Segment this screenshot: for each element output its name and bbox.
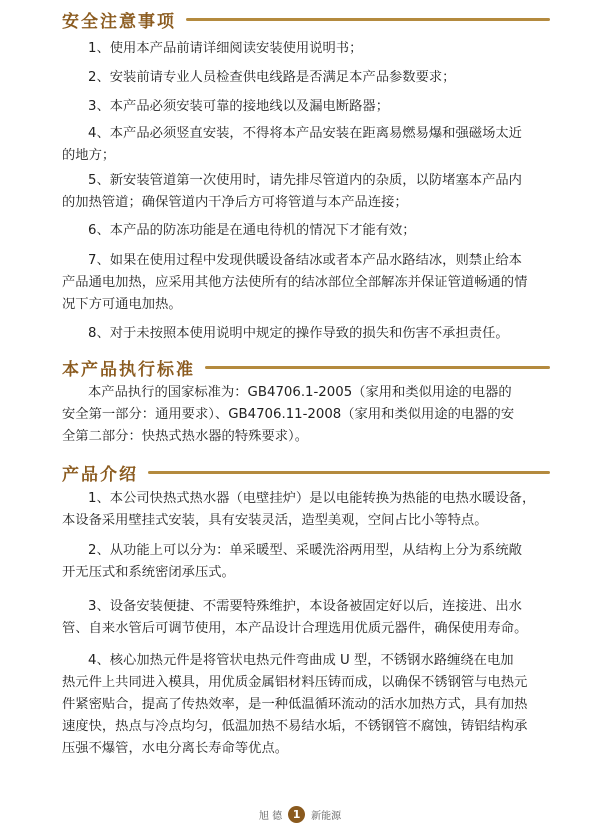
paragraph (62, 67, 550, 89)
section-title: 产品介绍 (62, 464, 138, 485)
text-line: 管、自来水管后可调节使用，本产品设计合理选用优质元器件，确保使用寿命。 (62, 621, 528, 636)
section-header-safety (62, 8, 550, 30)
paragraph (62, 596, 550, 640)
text-line: 安全第一部分：通用要求）、GB4706.11-2008（家用和类似用途的电器的安 (62, 407, 515, 422)
paragraph (62, 382, 550, 448)
section-rule (186, 18, 550, 21)
text-line: 件紧密贴合，提高了传热效率，是一种低温循环流动的活水加热方式，具有加热 (62, 697, 528, 712)
text-line: 2、从功能上可以分为：单采暖型、采暖洗浴两用型，从结构上分为系统敞 (88, 543, 522, 558)
footer-brand-left: 旭 德 (258, 810, 283, 822)
text-line: 3、设备安装便捷、不需要特殊维护，本设备被固定好以后，连接进、出水 (88, 599, 522, 614)
paragraph (62, 540, 550, 584)
text-line: 本设备采用壁挂式安装，具有安装灵活，造型美观，空间占比小等特点。 (62, 513, 488, 528)
text-line: 1、本公司快热式热水器（电壁挂炉）是以电能转换为热能的电热水暖设备， (88, 491, 536, 506)
paragraph (62, 220, 550, 242)
section-title: 本产品执行标准 (62, 359, 195, 380)
section-header-standards (62, 356, 550, 378)
text-line: 5、新安装管道第一次使用时，请先排尽管道内的杂质，以防堵塞本产品内 (88, 173, 522, 188)
text-line: 2、安装前请专业人员检查供电线路是否满足本产品参数要求； (88, 70, 456, 85)
text-line: 的地方； (62, 148, 116, 163)
text-line: 产品通电加热，应采用其他方法使所有的结冰部位全部解冻并保证管道畅通的情 (62, 275, 528, 290)
text-line: 8、对于未按照本使用说明中规定的操作导致的损失和伤害不承担责任。 (88, 326, 509, 341)
text-line: 热元件上共同进入模具，用优质金属铝材料压铸而成，以确保不锈钢管与电热元 (62, 675, 528, 690)
text-line: 7、如果在使用过程中发现供暖设备结冰或者本产品水路结冰，则禁止给本 (88, 253, 522, 268)
text-line: 3、本产品必须安装可靠的接地线以及漏电断路器； (88, 99, 389, 114)
section-title: 安全注意事项 (62, 11, 176, 32)
paragraph (62, 250, 550, 316)
text-line: 本产品执行的国家标准为：GB4706.1-2005（家用和类似用途的电器的 (88, 385, 512, 400)
text-line: 4、核心加热元件是将管状电热元件弯曲成 U 型，不锈钢水路缠绕在电加 (88, 653, 514, 668)
paragraph (62, 323, 550, 345)
text-line: 压强不爆管，水电分离长寿命等优点。 (62, 741, 289, 756)
text-line: 速度快，热点与冷点均匀，低温加热不易结水垢，不锈钢管不腐蚀，铸铝结构承 (62, 719, 528, 734)
text-line: 全第二部分：快热式热水器的特殊要求）。 (62, 429, 308, 444)
paragraph (62, 170, 550, 214)
text-line: 开无压式和系统密闭承压式。 (62, 565, 235, 580)
paragraph (62, 96, 550, 118)
text-line: 6、本产品的防冻功能是在通电待机的情况下才能有效； (88, 223, 416, 238)
paragraph (62, 650, 550, 760)
page-footer (0, 804, 600, 824)
section-rule (148, 471, 550, 474)
section-rule (205, 366, 550, 369)
text-line: 的加热管道；确保管道内干净后方可将管道与本产品连接； (62, 195, 408, 210)
paragraph (62, 488, 550, 532)
page-number-badge: 1 (288, 806, 305, 823)
section-header-product-intro (62, 461, 550, 483)
paragraph (62, 123, 550, 167)
text-line: 1、使用本产品前请详细阅读安装使用说明书； (88, 41, 363, 56)
footer-brand-right: 新能源 (311, 810, 342, 822)
text-line: 4、本产品必须竖直安装，不得将本产品安装在距离易燃易爆和强磁场太近 (88, 126, 522, 141)
paragraph (62, 38, 550, 60)
text-line: 况下方可通电加热。 (62, 297, 182, 312)
